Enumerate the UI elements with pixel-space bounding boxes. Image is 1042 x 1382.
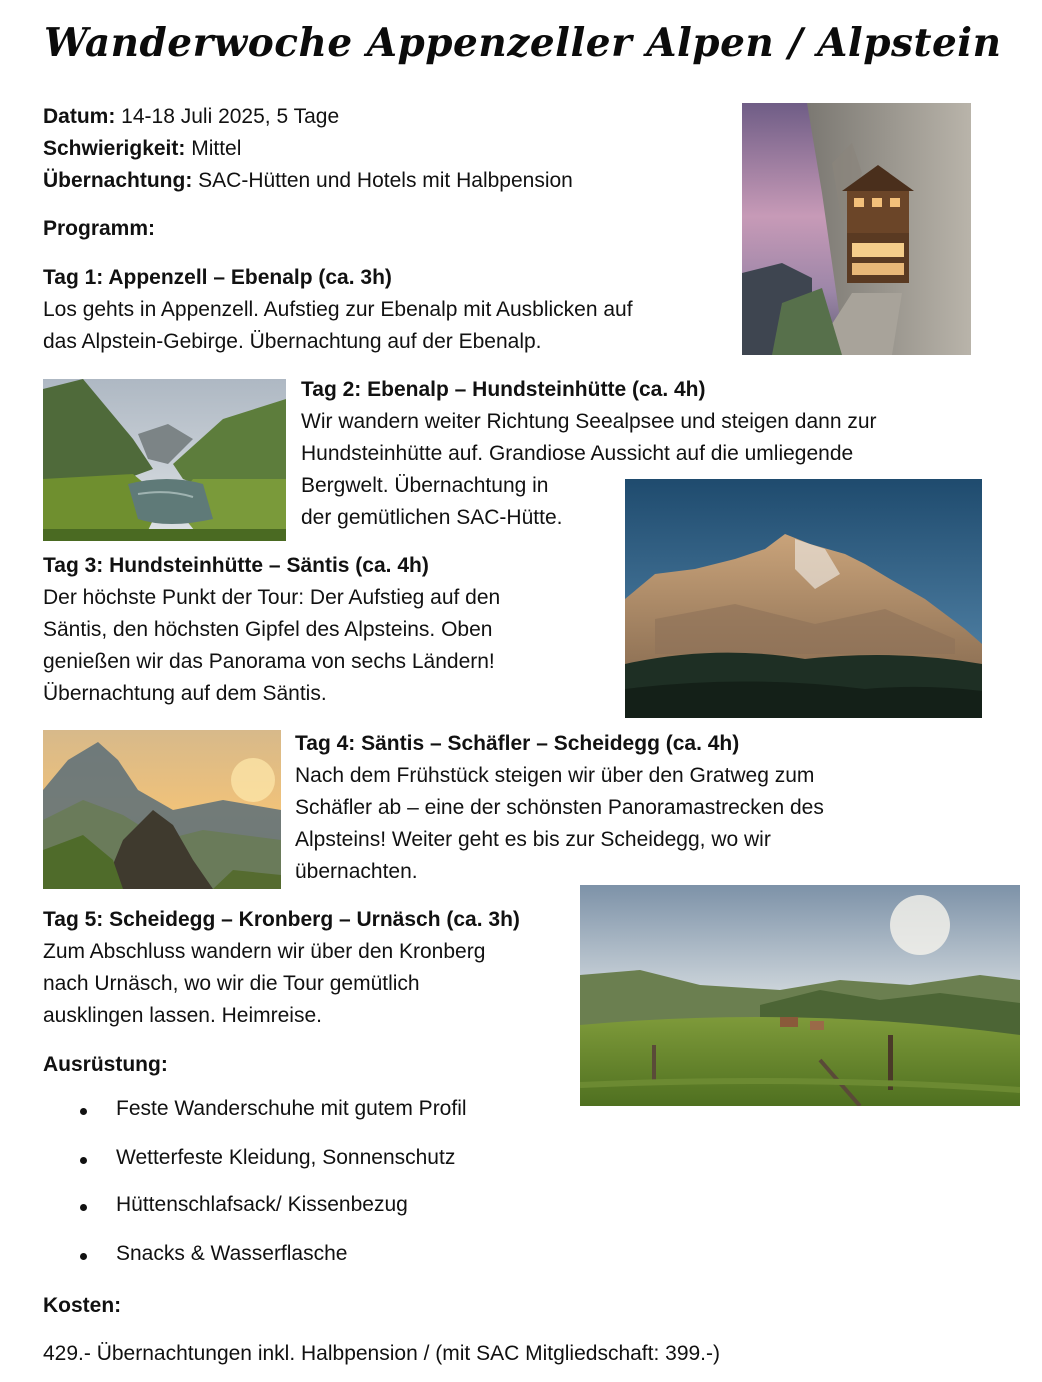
day4-heading: Tag 4: Säntis – Schäfler – Scheidegg (ca. 4h) — [295, 732, 740, 755]
day3-line: Säntis, den höchsten Gipfel des Alpsteins. Oben — [43, 618, 493, 641]
difficulty-value: Mittel — [185, 137, 242, 160]
day2-line: Wir wandern weiter Richtung Seealpsee und steigen dann zur — [301, 410, 877, 433]
cost-heading: Kosten: — [43, 1294, 122, 1317]
difficulty-line — [43, 133, 241, 165]
date-line — [43, 101, 339, 133]
date-value: 14-18 Juli 2025, 5 Tage — [115, 105, 340, 128]
equipment-heading: Ausrüstung: — [43, 1053, 168, 1076]
stay-line — [43, 165, 573, 197]
lake-valley-photo — [43, 379, 286, 541]
date-label: Datum: — [43, 105, 116, 128]
stay-label: Übernachtung: — [43, 169, 193, 192]
day3-heading: Tag 3: Hundsteinhütte – Säntis (ca. 4h) — [43, 554, 429, 577]
saentis-mountain-photo — [625, 479, 982, 718]
day2-line: Hundsteinhütte auf. Grandiose Aussicht auf die umliegende — [301, 442, 854, 465]
equipment-item-label: Snacks & Wasserflasche — [116, 1242, 348, 1265]
day5-line: ausklingen lassen. Heimreise. — [43, 1004, 322, 1027]
day2-heading: Tag 2: Ebenalp – Hundsteinhütte (ca. 4h) — [301, 378, 706, 401]
day5-line: nach Urnäsch, wo wir die Tour gemütlich — [43, 972, 420, 995]
bullet-icon — [80, 1157, 87, 1164]
bullet-icon — [80, 1108, 87, 1115]
cost-text: 429.- Übernachtungen inkl. Halbpension / (mit SAC Mitgliedschaft: 399.-) — [43, 1342, 721, 1365]
cliff-house-photo — [742, 103, 971, 355]
bullet-icon — [80, 1253, 87, 1260]
meadow-landscape-photo — [580, 885, 1020, 1106]
day3-line: genießen wir das Panorama von sechs Ländern! — [43, 650, 495, 673]
day1-line: Los gehts in Appenzell. Aufstieg zur Ebenalp mit Ausblicken auf — [43, 298, 633, 321]
day4-line: übernachten. — [295, 860, 418, 883]
day4-line: Alpsteins! Weiter geht es bis zur Scheidegg, wo wir — [295, 828, 771, 851]
ridge-sunset-photo — [43, 730, 281, 889]
page-title: Wanderwoche Appenzeller Alpen / Alpstein — [44, 20, 1002, 66]
day5-line: Zum Abschluss wandern wir über den Kronberg — [43, 940, 486, 963]
day3-line: Übernachtung auf dem Säntis. — [43, 682, 327, 705]
equipment-item-label: Wetterfeste Kleidung, Sonnenschutz — [116, 1146, 456, 1169]
stay-value: SAC-Hütten und Hotels mit Halbpension — [192, 169, 573, 192]
day4-line: Schäfler ab – eine der schönsten Panoramastrecken des — [295, 796, 824, 819]
day3-line: Der höchste Punkt der Tour: Der Aufstieg auf den — [43, 586, 501, 609]
difficulty-label: Schwierigkeit: — [43, 137, 186, 160]
day5-heading: Tag 5: Scheidegg – Kronberg – Urnäsch (ca. 3h) — [43, 908, 520, 931]
program-heading: Programm: — [43, 217, 156, 240]
day1-heading: Tag 1: Appenzell – Ebenalp (ca. 3h) — [43, 266, 392, 289]
day2-line: der gemütlichen SAC-Hütte. — [301, 506, 563, 529]
day1-line: das Alpstein-Gebirge. Übernachtung auf der Ebenalp. — [43, 330, 542, 353]
equipment-item-label: Hüttenschlafsack/ Kissenbezug — [116, 1193, 408, 1216]
day2-line: Bergwelt. Übernachtung in — [301, 474, 549, 497]
bullet-icon — [80, 1204, 87, 1211]
day4-line: Nach dem Frühstück steigen wir über den Gratweg zum — [295, 764, 815, 787]
equipment-item-label: Feste Wanderschuhe mit gutem Profil — [116, 1097, 467, 1120]
